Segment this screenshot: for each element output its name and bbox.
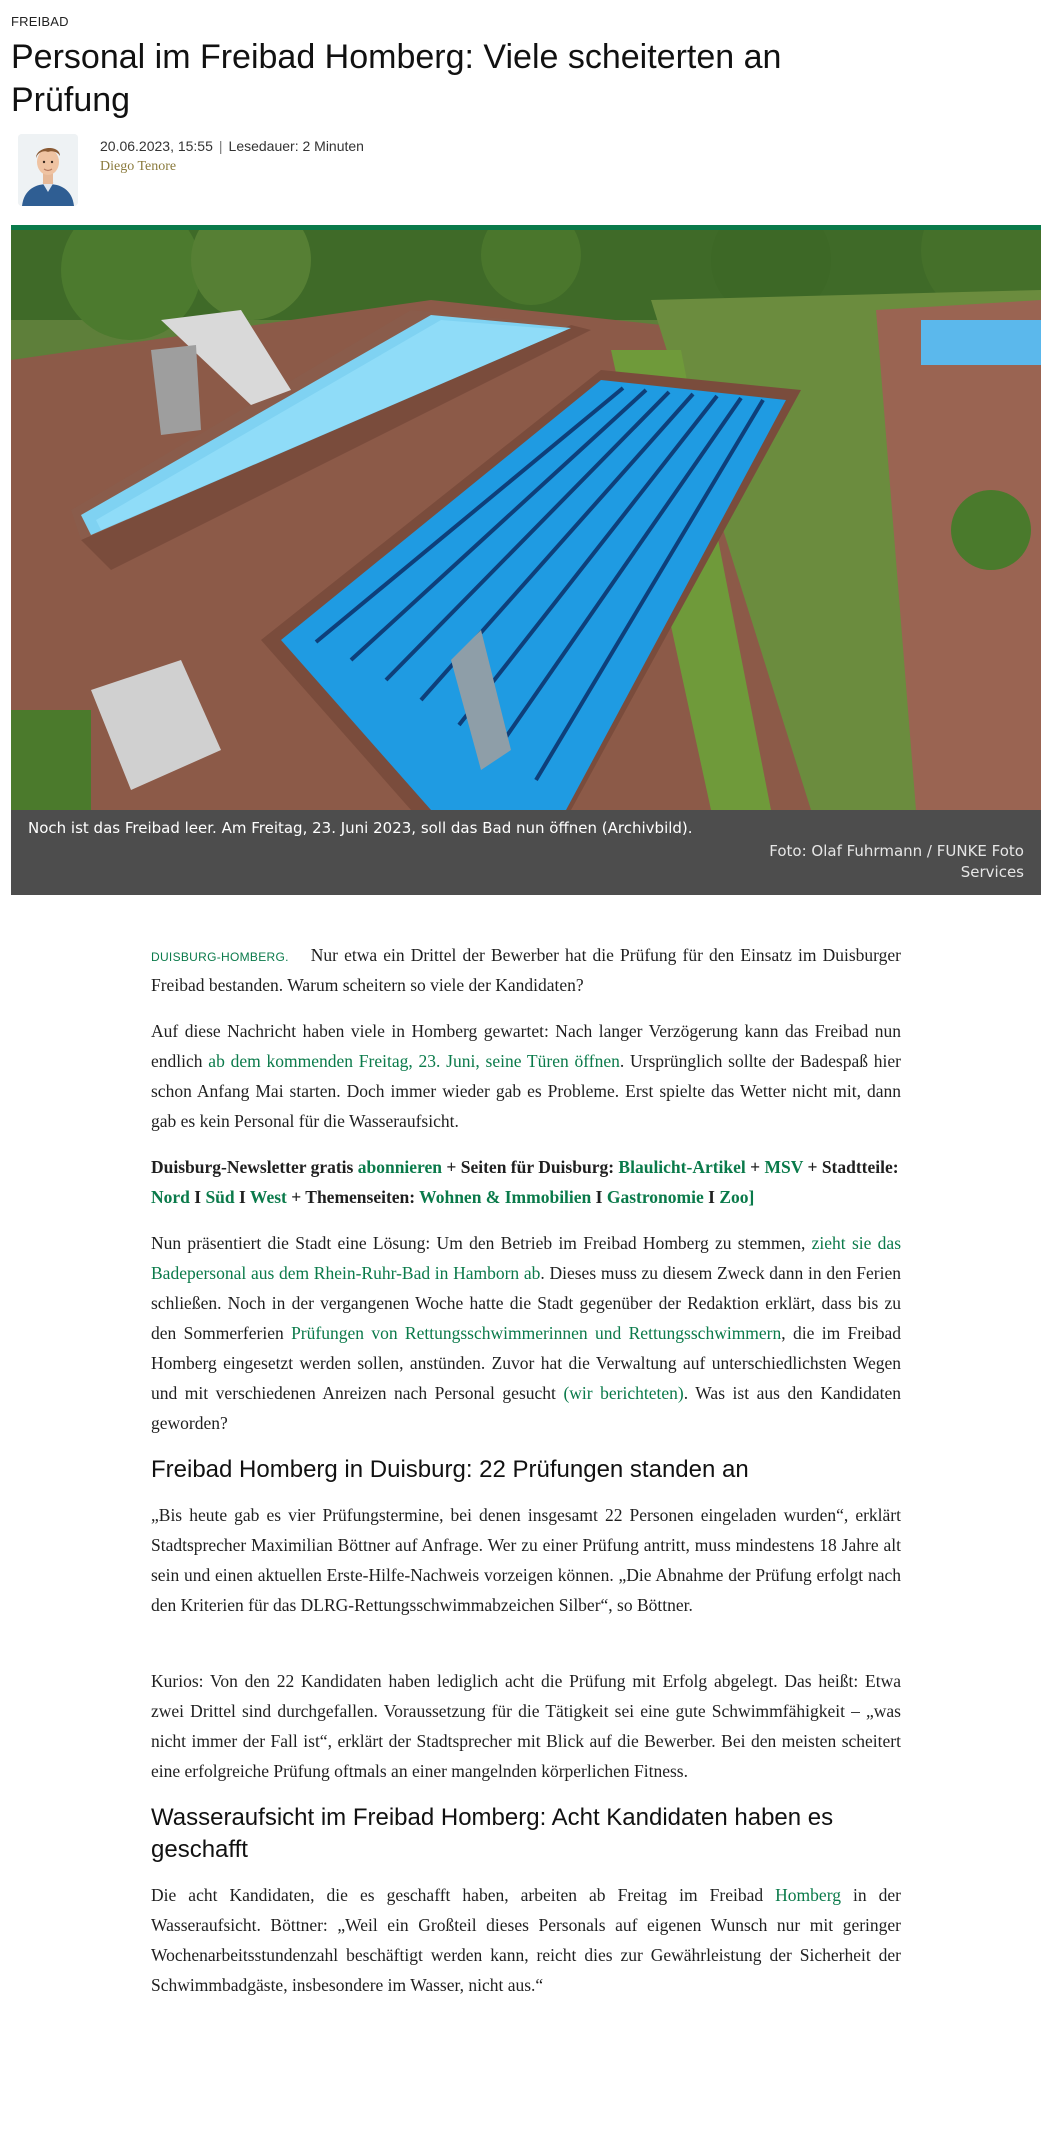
link-newsletter-subscribe[interactable]: abonnieren <box>357 1157 443 1177</box>
link-rhein-ruhr-bad[interactable]: zieht sie das Badepersonal aus dem Rhein-Ruhr-Bad in Hamborn ab <box>151 1233 902 1283</box>
newsletter-text: + Stadtteile: <box>803 1157 899 1177</box>
paragraph-4: Kurios: Von den 22 Kandidaten haben lediglich acht die Prüfung mit Erfolg abgelegt. Das heißt: Etwa zwei Drittel sind durchgefallen. Voraussetzung für die Tätigkeit sei eine gute Schwimmfähigkeit – „was nicht immer der Fall ist“, erklärt der Stadtsprecher mit Blick auf die Bewerber. Bei den meisten scheitert eine erfolgreiche Prüfung oftmals an einer mangelnden körperlichen Fitness. <box>151 1671 901 1781</box>
paragraph-text: Auf diese Nachricht haben viele in Homberg gewartet: Nach langer Verzögerung kann das Freibad nun endlich <box>151 1021 901 1071</box>
paragraph-text: Nun präsentiert die Stadt eine Lösung: Um den Betrieb im Freibad Homberg zu stemmen, <box>151 1233 812 1253</box>
hero-image[interactable] <box>11 230 1041 810</box>
article-headline: Personal im Freibad Homberg: Viele scheiterten an Prüfung <box>11 38 782 119</box>
link-opening-date[interactable]: ab dem kommenden Freitag, 23. Juni, seine Türen öffnen <box>208 1051 620 1071</box>
link-msv[interactable]: MSV <box>764 1157 804 1177</box>
publish-date: 20.06.2023, 15:55 <box>100 138 213 154</box>
link-gastronomie[interactable]: Gastronomie <box>606 1187 704 1207</box>
link-sued[interactable]: Süd <box>205 1187 235 1207</box>
newsletter-text: I <box>234 1187 250 1207</box>
spacer <box>151 1636 901 1666</box>
link-zoo[interactable]: Zoo] <box>719 1187 755 1207</box>
reading-time: Lesedauer: 2 Minuten <box>228 138 364 154</box>
hero-figure <box>11 225 1041 895</box>
article-kicker[interactable]: FREIBAD <box>11 14 69 29</box>
lead-text: Nur etwa ein Drittel der Bewerber hat die Prüfung für den Einsatz im Duisburger Freibad bestanden. Warum scheitern so viele der Kandidaten? <box>151 945 901 995</box>
newsletter-text: + <box>745 1157 765 1177</box>
paragraph-text: . Was ist aus den Kandidaten geworden? <box>151 1383 901 1433</box>
author-avatar[interactable] <box>18 134 78 206</box>
link-homberg[interactable]: Homberg <box>775 1885 841 1905</box>
newsletter-text: + Themenseiten: <box>286 1187 420 1207</box>
paragraph-5 <box>151 1880 901 2000</box>
author-name[interactable]: Diego Tenore <box>100 159 177 174</box>
subheading-2: Wasseraufsicht im Freibad Homberg: Acht Kandidaten haben es geschafft <box>151 1804 834 1863</box>
link-wohnen[interactable]: Wohnen & Immobilien <box>419 1187 592 1207</box>
lead-paragraph <box>151 940 901 1000</box>
paragraph-text: . Dieses muss zu diesem Zweck dann in den Ferien schließen. Noch in der vergangenen Woche hatte die Stadt gegenüber der Redaktion erklärt, dass bis zu den Sommerferien <box>151 1263 901 1343</box>
newsletter-box <box>151 1152 901 1212</box>
article-meta <box>100 138 364 154</box>
paragraph-1 <box>151 1016 901 1136</box>
article-body <box>151 940 901 2016</box>
paragraph-text: . Ursprünglich sollte der Badespaß hier schon Anfang Mai starten. Doch immer wieder gab es Probleme. Erst spielte das Wetter nicht mit, dann gab es kein Personal für die Wasseraufsicht. <box>151 1051 901 1131</box>
link-pruefungen[interactable]: Prüfungen von Rettungsschwimmerinnen und Rettungsschwimmern <box>291 1323 782 1343</box>
hero-credit: Foto: Olaf Fuhrmann / FUNKE Foto Services <box>769 842 1024 881</box>
meta-separator: | <box>218 138 223 154</box>
author-row <box>18 134 718 214</box>
link-blaulicht[interactable]: Blaulicht-Artikel <box>618 1157 746 1177</box>
link-west[interactable]: West <box>249 1187 287 1207</box>
paragraph-3: „Bis heute gab es vier Prüfungstermine, bei denen insgesamt 22 Personen eingeladen wurden“, erklärt Stadtsprecher Maximilian Böttner auf Anfrage. Wer zu einer Prüfung antritt, muss mindestens 18 Jahre alt sein und einen aktuellen Erste-Hilfe-Nachweis vorzeigen können. „Die Abnahme der Prüfung erfolgt nach den Kriterien für das DLRG-Rettungsschwimmabzeichen Silber“, so Böttner. <box>151 1505 901 1615</box>
subheading-1: Freibad Homberg in Duisburg: 22 Prüfungen standen an <box>151 1456 749 1483</box>
newsletter-text: Duisburg-Newsletter gratis <box>151 1157 358 1177</box>
paragraph-text: Die acht Kandidaten, die es geschafft haben, arbeiten ab Freitag im Freibad <box>151 1885 776 1905</box>
link-wir-berichteten[interactable]: (wir berichteten) <box>563 1383 684 1403</box>
newsletter-text: I <box>703 1187 720 1207</box>
link-nord[interactable]: Nord <box>151 1187 190 1207</box>
dateline: DUISBURG-HOMBERG. <box>151 950 289 964</box>
paragraph-text: in der Wasseraufsicht. Böttner: „Weil ein Großteil dieses Personals auf eigenen Wunsch nur mit geringer Wochenarbeitsstundenzahl beschäftigt werden kann, reicht dies zur Gewährleistung der Sicherheit der Schwimmbadgäste, insbesondere im Wasser, nicht aus.“ <box>151 1885 901 1995</box>
paragraph-text: , die im Freibad Homberg eingesetzt werden sollen, anstünden. Zuvor hat die Verwaltung auf unterschiedlichsten Wegen und mit verschiedenen Anreizen nach Personal gesucht <box>151 1323 902 1403</box>
paragraph-2 <box>151 1228 901 1438</box>
newsletter-text: I <box>189 1187 206 1207</box>
newsletter-text: I <box>591 1187 607 1207</box>
newsletter-text: + Seiten für Duisburg: <box>442 1157 619 1177</box>
hero-caption: Noch ist das Freibad leer. Am Freitag, 23. Juni 2023, soll das Bad nun öffnen (Archivbild). <box>28 819 693 837</box>
